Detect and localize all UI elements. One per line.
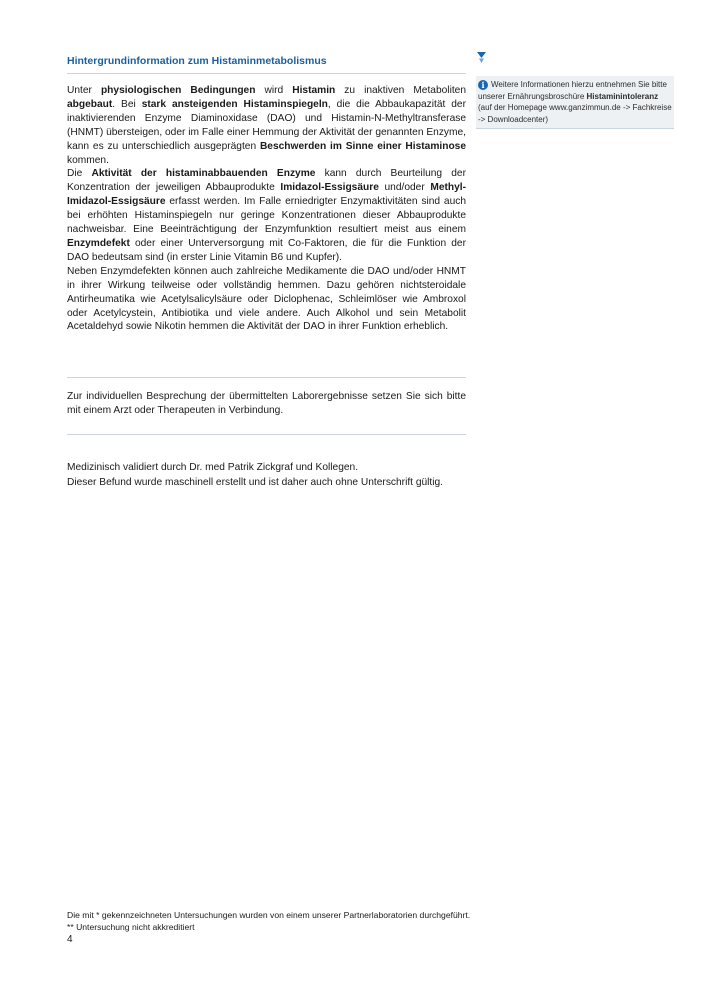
body-text-run: und/oder <box>378 182 431 194</box>
emphasis-text: Aktivität der histaminabbauenden Enzyme <box>91 168 316 180</box>
emphasis-text: abgebaut <box>67 98 113 110</box>
emphasis-text: Imidazol-Essigsäure <box>280 182 379 194</box>
contact-note: Zur individuellen Besprechung der übermittelten Laborergebnisse setzen Sie sich bitte mit einem Arzt oder Therapeuten in Verbindung. <box>67 391 466 416</box>
body-text-run: kann durch Beurteilung der Konzentration der jeweiligen Abbauprodukte <box>67 168 466 194</box>
emphasis-text: physiologischen Bedingungen <box>100 85 256 96</box>
background-info-section <box>67 55 466 334</box>
body-text-run: kommen. <box>67 154 109 166</box>
section-body <box>67 84 466 334</box>
section-heading: Hintergrundinformation zum Histaminmetabolismus <box>67 55 466 74</box>
validation-block <box>67 461 487 490</box>
info-icon: i <box>478 80 488 90</box>
footer-notes <box>67 909 470 934</box>
signature-note: Dieser Befund wurde maschinell erstellt und ist daher auch ohne Unterschrift gültig. <box>67 476 444 488</box>
body-paragraph <box>67 84 466 167</box>
info-box <box>476 76 674 129</box>
emphasis-text: Histamin <box>292 85 336 96</box>
info-text: Weitere Informationen hierzu entnehmen Sie bitte unserer Ernährungsbroschüre <box>478 80 667 101</box>
validation-line: Medizinisch validiert durch Dr. med Patrik Zickgraf und Kollegen. <box>67 462 359 473</box>
body-text-run: Neben Enzymdefekten können auch zahlreiche Medikamente die DAO und/oder HNMT in ihrer Wirkung teilweise oder vollständig hemmen. Dazu gehören nichtsteroidale Antirheumatika wie Acetylsalicylsäure oder Diclophenac, Schleimlöser wie Ambroxol oder Acetylcystein, Antibiotika und viele andere. Auch Alkohol und sein Metabolit Acetaldehyd sowie Nikotin hemmen die Aktivität der DAO in ihrer Funktion erheblich. <box>67 265 466 333</box>
page-number: 4 <box>67 934 73 945</box>
emphasis-text: Enzymdefekt <box>67 237 130 249</box>
body-text-run: , die die Abbaukapazität der inaktivierenden Enzyme Diaminoxidase (DAO) und Histamin-N-Methyltransferase (HNMT) übersteigen, oder im Falle einer Hemmung der Aktivität der genannten Enzyme, kann es zu unterschiedlich ausgeprägten <box>67 98 466 152</box>
emphasis-text: Beschwerden im Sinne einer Histaminose <box>259 140 467 152</box>
divider-top <box>67 377 466 378</box>
body-text-run: . Bei <box>112 98 142 110</box>
divider-bottom <box>67 434 466 435</box>
body-text-run: Die <box>67 168 92 180</box>
body-text-run: erfasst werden. Im Falle erniedrigter Enzymaktivitäten sind auch bei erhöhten Histaminspiegeln nur geringe Konzentrationen dieser Abbauprodukte nachweisbar. Eine Beeinträchtigung der Enzymfunktion resultiert meist aus einem <box>67 196 466 236</box>
emphasis-text: Methyl-Imidazol-Essigsäure <box>67 182 466 208</box>
body-text-run: Unter <box>67 85 101 96</box>
body-text-run: zu inaktiven Metaboliten <box>335 85 466 96</box>
info-link-text: (auf der Homepage www.ganzimmun.de -> Fachkreise -> Downloadcenter) <box>478 103 672 124</box>
body-text-run: wird <box>255 85 293 96</box>
body-paragraph <box>67 167 466 264</box>
body-paragraph <box>67 265 466 335</box>
footer-partner-note: Die mit * gekennzeichneten Untersuchungen wurden von einem unserer Partnerlaboratorien durchgeführt. <box>67 910 471 920</box>
footer-accreditation-note: ** Untersuchung nicht akkreditiert <box>67 922 195 933</box>
brochure-name: Histaminintoleranz <box>586 91 659 101</box>
bookmark-arrow-icon <box>477 52 486 65</box>
body-text-run: oder einer Unterversorgung mit Co-Faktoren, die für die Funktion der DAO bedeutsam sind (in erster Linie Vitamin B6 und Kupfer). <box>67 237 466 263</box>
emphasis-text: stark ansteigenden Histaminspiegeln <box>141 98 328 110</box>
sidebar-note <box>476 52 674 129</box>
